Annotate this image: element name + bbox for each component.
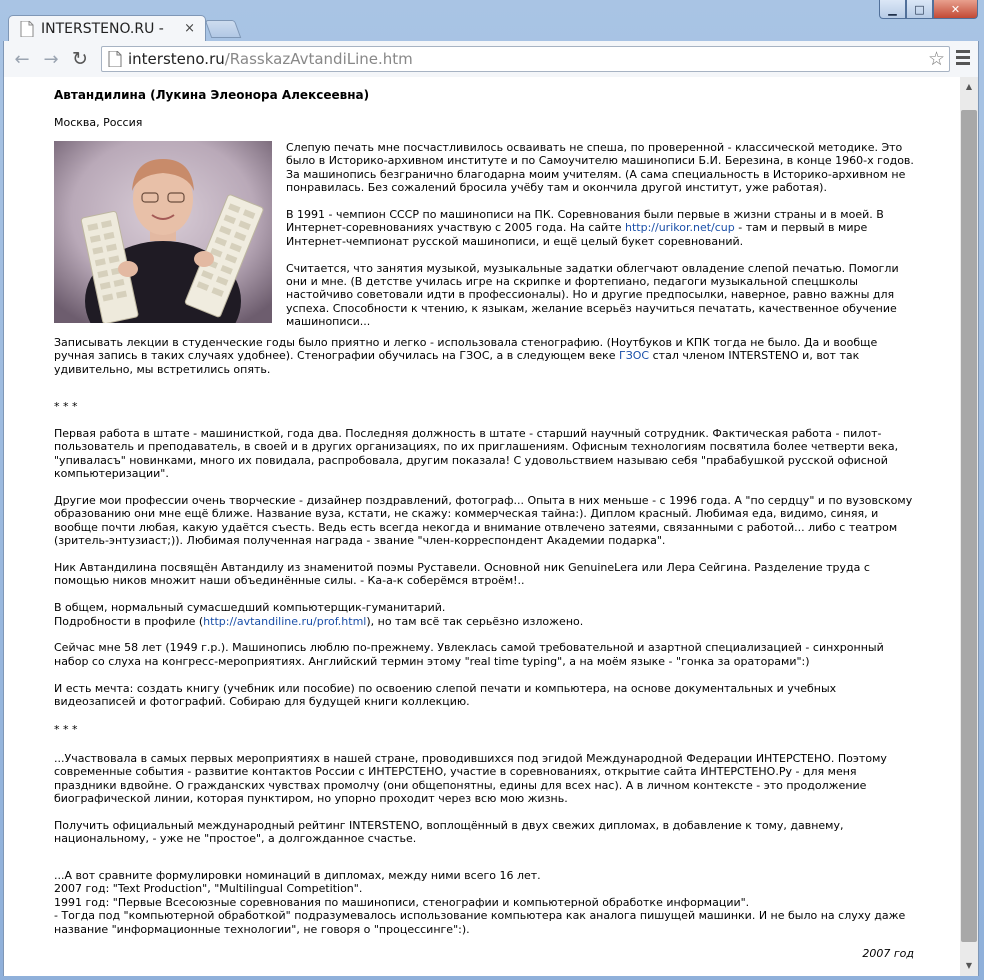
gzos-link[interactable]: ГЗОС: [619, 349, 650, 363]
compare-line-4: - Тогда под "компьютерной обработкой" подразумевалось использование компьютера как аналога пишущей машинки. И не было на слуху даже название "информационные технологии", не говоря о "процессинге":).: [54, 909, 906, 936]
scroll-thumb[interactable]: [961, 110, 977, 942]
forward-button[interactable]: [41, 49, 61, 69]
work-paragraph-1: Первая работа в штате - машинисткой, года два. Последняя должность в штате - старший научный сотрудник. Фактическая работа - пилот-пользователь и преподаватель, в своей и в других организациях, по их приглашениям. Офисным технологиям посвятила более четверти века, "упиваласъ" новинками, много их повидала, распробовала, другим показала! С удовольствием называю себя "прабабушкой русской офисной компьютеризации".: [54, 427, 899, 481]
events-paragraph-2: Получить официальный международный рейтинг INTERSTENO, воплощённый в двух свежих дипломах, в добавление к тому, давнему, национальному, - уже не "простое", а долгожданное счастье.: [54, 819, 844, 846]
compare-line-1: ...А вот сравните формулировки номинаций в дипломах, между ними всего 16 лет.: [54, 869, 541, 882]
scroll-down-icon[interactable]: ▼: [965, 961, 973, 970]
author-city: Москва, Россия: [54, 116, 143, 129]
lectures-paragraph: Записывать лекции в студенческие годы было приятно и легко - использовала стенографию. (Ноутбуков и КПК тогда не было. Да и вообще ручная запись в таких случаях удобнее). Стенографии обучилась на ГЗОС, а в следующем веке ГЗОС стал членом INTERSTENO и, вот так удивительно, мы встретились опять.: [54, 336, 878, 376]
separator-2: * * *: [54, 723, 78, 736]
separator-1: * * *: [54, 400, 78, 413]
urikor-link[interactable]: http://urikor.net/cup: [625, 221, 735, 235]
url-path: /RasskazAvtandiLine.htm: [224, 50, 413, 68]
work-paragraph-4: В общем, нормальный сумасшедший компьютерщик-гуманитарий. Подробности в профиле (http://avtandiline.ru/prof.html), но там всё так серьёзно изложено.: [54, 601, 584, 628]
back-arrow-icon: ←: [14, 48, 30, 70]
intro-text: [286, 141, 914, 342]
url-text: [128, 50, 413, 68]
events-section: [54, 752, 914, 859]
tab-close-icon[interactable]: ×: [184, 21, 195, 36]
close-window-button[interactable]: [933, 0, 978, 19]
chrome-menu-icon[interactable]: [956, 50, 970, 68]
close-icon: ✕: [950, 2, 961, 16]
author-photo: [54, 141, 272, 323]
bookmark-star-icon[interactable]: ☆: [927, 48, 945, 70]
back-button[interactable]: [12, 49, 32, 69]
intro-paragraph-2: В 1991 - чемпион СССР по машинописи на ПК. Соревнования были первые в жизни страны и в моей. В Интернет-соревнованиях участвую с 2005 года. На сайте http://urikor.net/cup - там и первый в мире Интернет-чемпионат русской машинописи, и ещё целый букет соревнований.: [286, 208, 884, 248]
page-viewport: [3, 77, 960, 976]
work-paragraph-3: Ник Автандилина посвящён Автандилу из знаменитой поэмы Руставели. Основной ник GenuineLera или Лера Сейгина. Разделение труда с помощью ников множит наши объединённые силы. - Ка-а-к соберёмся втроём!..: [54, 561, 870, 588]
reload-button[interactable]: [70, 49, 90, 69]
compare-section: [54, 869, 914, 936]
page-favicon-icon: [19, 21, 35, 37]
reload-icon: ↻: [72, 48, 88, 70]
profile-link[interactable]: http://avtandiline.ru/prof.html: [203, 614, 367, 628]
signature-date: 2007 год: [862, 947, 914, 960]
author-name: Автандилина (Лукина Элеонора Алексеевна): [54, 88, 370, 102]
intro-paragraph-3: Считается, что занятия музыкой, музыкальные задатки облегчают овладение слепой печатью. Помогли они и мне. (В детстве училась игре на скрипке и фортепиано, педагоги музыкальной спецшколы настойчиво советовали идти в профессионалы). Но и другие предпосылки, наверное, равно важны для успеха. Способности к чтению, к языкам, желание всерьёз научиться печатать, качественное обучение машинописи...: [286, 261, 899, 329]
maximize-button[interactable]: [906, 0, 933, 19]
tab-title: INTERSTENO.RU -: [41, 20, 164, 37]
maximize-icon: □: [914, 2, 925, 16]
compare-line-2: 2007 год: "Text Production", "Multilingual Competition".: [54, 882, 363, 896]
browser-tab[interactable]: [8, 15, 206, 41]
work-section: [54, 427, 914, 722]
intro-paragraph-1: Слепую печать мне посчастливилось осваивать не спеша, по проверенной - классической методике. Это было в Историко-архивном институте и по Самоучителю машинописи Б.И. Березина, в конце 1960-х годов. За машинопись безгранично благодарна моим учителям. (А сама специальность в Историко-архивном не понравилась. Без сожалений бросила учёбу там и окончила другой институт, уже работая).: [286, 141, 914, 195]
forward-arrow-icon: →: [43, 48, 59, 70]
page-icon: [108, 51, 122, 67]
minimize-icon: ▁: [888, 2, 897, 16]
work-paragraph-2: Другие мои профессии очень творческие - дизайнер поздравлений, фотограф... Опыта в них меньше - с 1996 года. А "по сердцу" и по вузовскому образованию они мне ещё ближе. Название вуза, кстати, не скажу: коммерческая тайна:). Диплом красный. Любимая еда, видимо, синяя, и вообще почти любая, какую удаётся съесть. Ведь есть всегда некогда и внимание отвлечено затеями, связанными с работой... либо с театром (зритель-энтузиаст;)). Любимая полученная награда - звание "член-корреспондент Академии подарка".: [54, 494, 913, 548]
events-paragraph-1: ...Участвовала в самых первых мероприятиях в нашей стране, проводившихся под эгидой Международной Федерации ИНТЕРСТЕНО. Поэтому современные события - развитие контактов России с ИНТЕРСТЕНО, участие в соревнованиях, открытие сайта ИНТЕРСТЕНО.Ру - для меня праздники вдвойне. О гражданских чувствах промолчу (они общепонятны, едины для всех нас). А в личном контексте - это продолжение биографической линии, которая пунктиром, но упорно проходит через всю мою жизнь.: [54, 752, 887, 806]
url-domain: intersteno.ru: [128, 50, 225, 68]
window-controls: [879, 0, 978, 19]
vertical-scrollbar[interactable]: [960, 77, 979, 976]
address-bar[interactable]: [101, 46, 950, 72]
work-paragraph-6: И есть мечта: создать книгу (учебник или пособие) по освоению слепой печати и компьютера, на основе документальных и учебных видеозаписей и фотографий. Собираю для будущей книги коллекцию.: [54, 681, 837, 709]
minimize-button[interactable]: [879, 0, 906, 19]
new-tab-button[interactable]: [205, 20, 242, 38]
browser-toolbar: [3, 41, 979, 77]
scroll-up-icon[interactable]: ▲: [965, 82, 973, 91]
compare-line-3: 1991 год: "Первые Всесоюзные соревнования по машинописи, стенографии и компьютерной обработке информации".: [54, 895, 750, 909]
work-paragraph-5: Сейчас мне 58 лет (1949 г.р.). Машинопись люблю по-прежнему. Увлеклась самой требовательной и азартной специализацией - синхронный набор со слуха на конгресс-мероприятиях. Английский термин этому "real time typing", а на моём языке - "гонка за ораторами":): [54, 641, 884, 668]
